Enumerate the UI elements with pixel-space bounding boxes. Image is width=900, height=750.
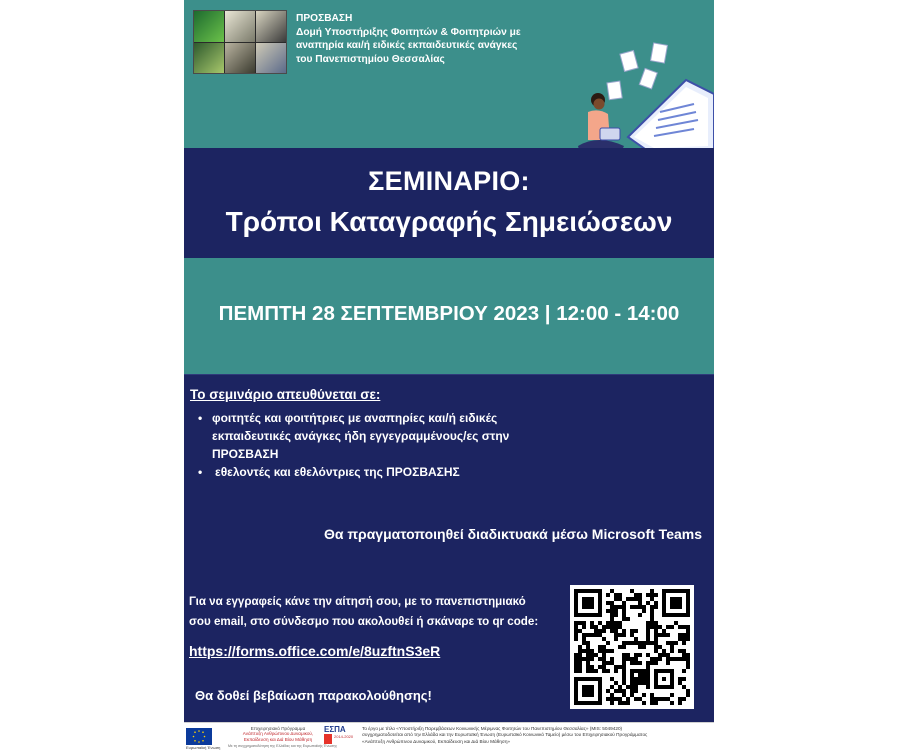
organization-desc-line: του Πανεπιστημίου Θεσσαλίας (296, 53, 445, 65)
certificate-note: Θα δοθεί βεβαίωση παρακολούθησης! (195, 688, 432, 703)
prosvasi-logo (193, 10, 287, 74)
registration-instructions (189, 592, 569, 632)
seminar-poster (184, 0, 714, 750)
organization-desc-line: αναπηρία και/ή ειδικές εκπαιδευτικές ανάγκες (296, 40, 518, 51)
espa-years: 2014-2020 (334, 734, 354, 739)
op-line: Εκπαίδευση και Διά Βίου Μάθηση (243, 736, 313, 742)
bullet-icon: • (198, 465, 203, 479)
registration-line: σου email, στο σύνδεσμο που ακολουθεί ή σκάναρε το qr code: (189, 615, 539, 628)
seminar-title-label: ΣΕΜΙΝΑΡΙΟ: (368, 166, 530, 196)
audience-item-line: εθελοντές και εθελόντριες της ΠΡΟΣΒΑΣΗΣ (215, 465, 460, 479)
espa-stripe (324, 734, 332, 744)
audience-heading: Το σεμινάριο απευθύνεται σε: (190, 387, 381, 402)
funding-line: συγχρηματοδοτείται από την Ελλάδα και την Ευρωπαϊκή Ένωση (Ευρωπαϊκό Κοινωνικό Ταμείο) μέσω του Επιχειρησιακού Προγράμματος (362, 732, 648, 738)
organization-name: ΠΡΟΣΒΑΣΗ (296, 13, 353, 24)
seminar-date-time: ΠΕΜΠΤΗ 28 ΣΕΠΤΕΜΒΡΙΟΥ 2023 | 12:00 - 14:00 (218, 302, 680, 325)
poster-body (184, 374, 714, 723)
op-line: Επιχειρησιακό Πρόγραμμα (250, 726, 306, 731)
audience-item-line: φοιτητές και φοιτήτριες με αναπηρίες και/ή ειδικές (212, 411, 498, 425)
eu-flag-icon (186, 728, 212, 745)
operational-programme-logo (228, 726, 328, 742)
organization-text (296, 12, 566, 66)
audience-item (198, 463, 618, 481)
bullet-icon: • (198, 411, 203, 425)
registration-form-link[interactable]: https://forms.office.com/e/8uzftnS3eR (189, 643, 441, 659)
registration-qr-code[interactable] (570, 585, 694, 709)
seminar-title: Τρόποι Καταγραφής Σημειώσεων (225, 206, 673, 237)
online-delivery-note: Θα πραγματοποιηθεί διαδικτυακά μέσω Microsoft Teams (323, 526, 702, 542)
audience-item-line: ΠΡΟΣΒΑΣΗ (212, 447, 279, 461)
title-band (184, 148, 714, 258)
date-band (184, 258, 714, 374)
cofunding-caption: Με τη συγχρηματοδότηση της Ελλάδας και της Ευρωπαϊκής Ένωσης (228, 744, 338, 748)
funding-line: «Ανάπτυξη Ανθρώπινου Δυναμικού, Εκπαίδευση και Διά Βίου Μάθηση» (362, 738, 511, 744)
organization-desc-line: Δομή Υποστήριξης Φοιτητών & Φοιτητριών με (296, 26, 521, 38)
funding-line: Το έργο με τίτλο «Υποστήριξη Παρεμβάσεων Κοινωνικής Μέριμνας Φοιτητών του Πανεπιστημίου Θεσσαλίας» (MIS: 5049420) (362, 726, 623, 731)
registration-line: Για να εγγραφείς κάνε την αίτησή σου, με το πανεπιστημιακό (189, 595, 526, 608)
espa-logo (324, 725, 356, 748)
audience-item (198, 409, 618, 463)
espa-word: ΕΣΠΑ (324, 725, 346, 734)
audience-item-line: εκπαιδευτικές ανάγκες ήδη εγγεγραμμένους/ες στην (212, 429, 510, 443)
eu-caption: Ευρωπαϊκή Ένωση (186, 745, 221, 750)
audience-list (198, 409, 618, 481)
funding-statement (362, 726, 710, 745)
funding-footer (184, 722, 714, 750)
op-line: Ανάπτυξη Ανθρώπινου Δυναμικού, (242, 731, 314, 737)
poster-header (184, 0, 714, 148)
